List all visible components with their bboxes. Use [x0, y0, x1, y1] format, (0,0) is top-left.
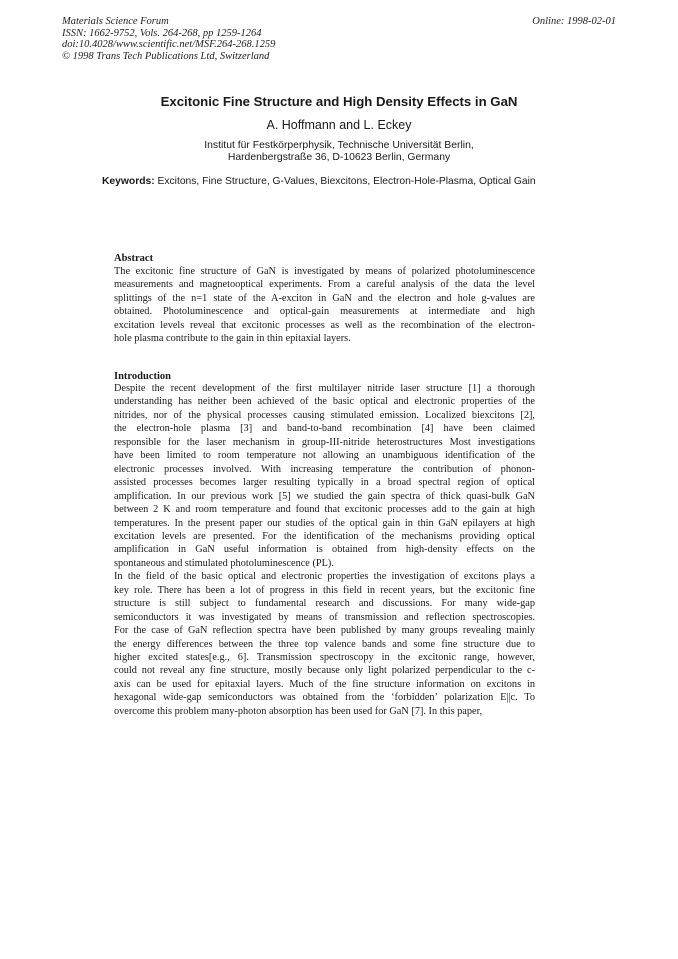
text-line: amplification in GaN useful information is obtained from high-density effects on the	[114, 544, 535, 556]
abstract-heading: Abstract	[114, 253, 154, 264]
keywords-label: Keywords:	[102, 176, 155, 187]
text-line: spontaneous and stimulated photoluminescence (PL).	[114, 557, 334, 569]
keywords-text: Excitons, Fine Structure, G-Values, Biexcitons, Electron-Hole-Plasma, Optical Gain	[154, 176, 536, 187]
online-date: Online: 1998-02-01	[532, 16, 616, 27]
text-line: measurements and magnetooptical experiments. From a careful analysis of the data the level	[114, 279, 535, 291]
text-line: assisted processes becomes larger resulting typically in a broad spectral region of optical	[114, 477, 535, 489]
text-line: structure is still subject to fundamental research and discussions. For many wide-gap	[114, 598, 535, 610]
text-line: nitrides, nor of the physical processes causing stimulated emission. Localized biexcitons [2],	[114, 409, 535, 421]
introduction-heading: Introduction	[114, 371, 171, 382]
copyright-line: © 1998 Trans Tech Publications Ltd, Switzerland	[62, 50, 270, 62]
affiliation-line: Institut für Festkörperphysik, Technische Universität Berlin,	[204, 140, 474, 151]
text-line: In the field of the basic optical and electronic properties the investigation of excitons plays a	[114, 571, 535, 583]
text-line: responsible for the laser mechanism in group-III-nitride heterostructures Most investigations	[114, 436, 535, 448]
text-line: semiconductors it was investigated by means of transmission and reflection spectroscopies.	[114, 611, 535, 623]
issn-line: ISSN: 1662-9752, Vols. 264-268, pp 1259-1264	[62, 27, 262, 39]
text-line: overcome this problem many-photon absorption has been used for GaN [7]. In this paper,	[114, 705, 483, 717]
journal-header	[62, 16, 275, 62]
text-line: the electron-hole plasma [3] and band-to-band recombination [4] have been claimed	[114, 423, 535, 435]
text-line: temperatures. In the present paper our studies of the optical gain in thin GaN epilayers at high	[114, 517, 535, 529]
text-line: could not reveal any fine structure, mostly because only light polarized perpendicular to the c-	[114, 665, 535, 677]
text-line: obtained. Photoluminescence and optical-gain measurements at intermediate and high	[114, 306, 535, 318]
text-line: amplification. In our previous work [5] we studied the gain spectra of thick quasi-bulk GaN	[114, 490, 535, 502]
text-line: Despite the recent development of the first multilayer nitride laser structure [1] a thorough	[114, 383, 535, 394]
paper-title: Excitonic Fine Structure and High Density Effects in GaN	[160, 94, 518, 109]
keywords	[102, 176, 536, 187]
text-line: For the case of GaN reflection spectra have been published by many groups revealing mainly	[114, 625, 535, 637]
text-line: have been limited to room temperature not allowing an unambiguous identification of the	[114, 450, 535, 462]
text-line: excitation levels are presented. For the identification of the mechanisms providing optical	[114, 530, 535, 542]
affiliation-line: Hardenbergstraße 36, D-10623 Berlin, Germany	[227, 152, 451, 163]
text-line: splittings of the n=1 state of the A-exciton in GaN and the electron and hole g-values are	[114, 292, 535, 304]
text-line: electronic processes involved. With increasing temperature the contribution of phonon-	[114, 463, 535, 475]
journal-name: Materials Science Forum	[62, 16, 169, 27]
text-line: higher excited states[e.g., 6]. Transmission spectroscopy in the excitonic range, however,	[114, 652, 535, 663]
text-line: hexagonal wide-gap semiconductors was obtained from the ‘forbidden’ polarization E||c. To	[114, 692, 535, 704]
text-line: the energy differences between the three top valence bands and some fine structure due to	[114, 638, 535, 650]
text-line: The excitonic fine structure of GaN is investigated by means of polarized photoluminescence	[114, 266, 535, 277]
authors: A. Hoffmann and L. Eckey	[266, 118, 412, 132]
text-line: excitation levels reveal that excitonic processes as well as the recombination of the electron-	[114, 319, 535, 331]
text-line: axis can be used for epitaxial layers. Much of the fine structure information on excitons in	[114, 678, 535, 690]
text-line: understanding has neither been achieved of the basic optical and electronic properties of the	[114, 396, 535, 408]
doi-line: doi:10.4028/www.scientific.net/MSF.264-268.1259	[62, 39, 276, 50]
text-line: hole plasma contribute to the gain in thin epitaxial layers.	[114, 333, 351, 344]
text-line: between 2 K and room temperature and found that excitonic processes add to the gain at high	[114, 504, 535, 516]
text-line: key role. There has been a lot of progress in this field in recent years, but the excitonic fine	[114, 584, 535, 596]
